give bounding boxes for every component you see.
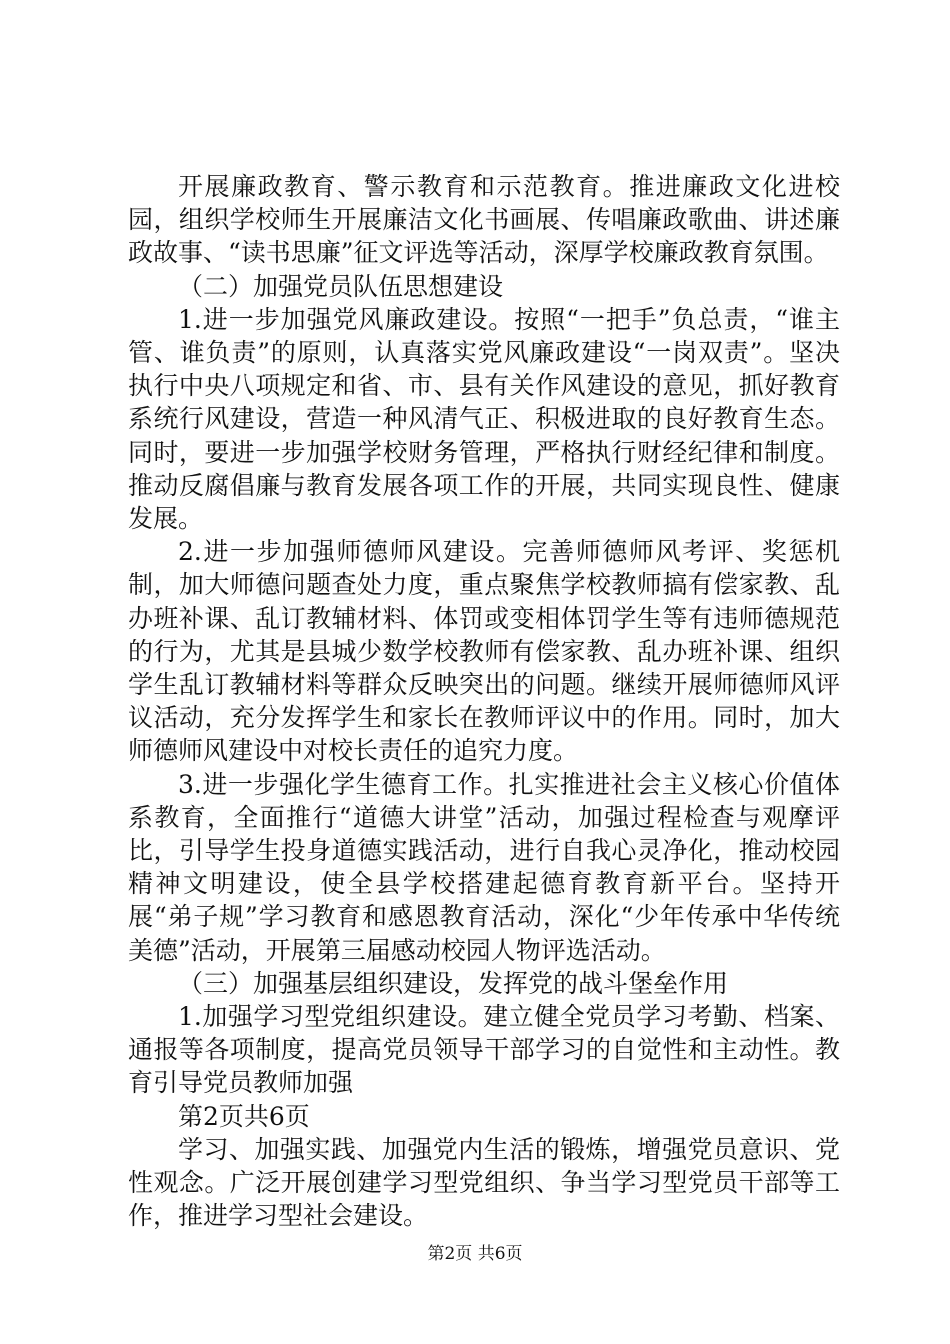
section-heading-2: （二）加强党员队伍思想建设 xyxy=(178,271,504,301)
paragraph-intro: 开展廉政教育、警示教育和示范教育。推进廉政文化进校园，组织学校师生开展廉洁文化书画展、传唱廉政歌曲、讲述廉政故事、“读书思廉”征文评选等活动，深厚学校廉政教育氛围。 xyxy=(128,172,840,268)
section-heading-3: （三）加强基层组织建设，发挥党的战斗堡垒作用 xyxy=(178,968,729,998)
paragraph-item-2: 2.进一步加强师德师风建设。完善师德师风考评、奖惩机制，加大师德问题查处力度，重点聚焦学校教师搞有偿家教、乱办班补课、乱订教辅材料、体罚或变相体罚学生等有违师德规范的行为，尤其是县城少数学校教师有偿家教、乱办班补课、组织学生乱订教辅材料等群众反映突出的问题。继续开展师德师风评议活动，充分发挥学生和家长在教师评议中的作用。同时，加大师德师风建设中对校长责任的追究力度。 xyxy=(128,537,840,766)
inline-page-marker: 第2页共6页 xyxy=(178,1101,310,1131)
paragraph-item-1: 1.进一步加强党风廉政建设。按照“一把手”负总责，“谁主管、谁负责”的原则，认真落实党风廉政建设“一岗双责”。坚决执行中央八项规定和省、市、县有关作风建设的意见，抓好教育系统行风建设，营造一种风清气正、积极进取的良好教育生态。同时，要进一步加强学校财务管理，严格执行财经纪律和制度。推动反腐倡廉与教育发展各项工作的开展，共同实现良性、健康发展。 xyxy=(128,304,840,534)
paragraph-continuation: 学习、加强实践、加强党内生活的锻炼，增强党员意识、党性观念。广泛开展创建学习型党组织、争当学习型党员干部等工作，推进学习型社会建设。 xyxy=(128,1134,840,1231)
paragraph-study-org: 1.加强学习型党组织建设。建立健全党员学习考勤、档案、通报等各项制度，提高党员领导干部学习的自觉性和主动性。教育引导党员教师加强 xyxy=(128,1002,840,1098)
document-body xyxy=(128,170,840,1233)
page-footer: 第2页 共6页 xyxy=(427,1244,523,1264)
paragraph-item-3: 3.进一步强化学生德育工作。扎实推进社会主义核心价值体系教育，全面推行“道德大讲堂”活动，加强过程检查与观摩评比，引导学生投身道德实践活动，进行自我心灵净化，推动校园精神文明建设，使全县学校搭建起德育教育新平台。坚持开展“弟子规”学习教育和感恩教育活动，深化“少年传承中华传统美德”活动，开展第三届感动校园人物评选活动。 xyxy=(128,769,840,965)
